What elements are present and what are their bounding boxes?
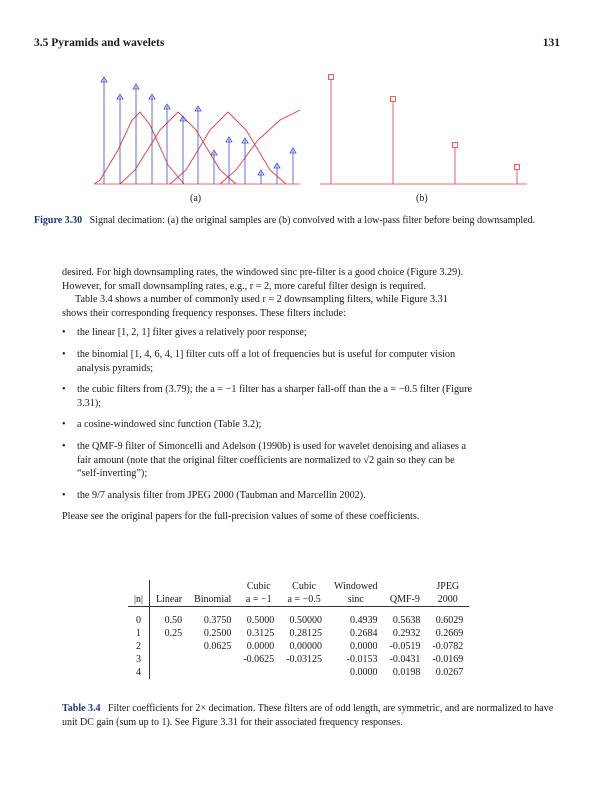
- panel-b-label: (b): [416, 193, 428, 204]
- body-text: [62, 266, 474, 524]
- list-item: • the cubic filters from (3.79); the a = −1 filter has a sharper fall-off than the a = −0.5 filter (Figure 3.31);: [62, 384, 473, 409]
- paragraph-2: Table 3.4 shows a number of commonly used r = 2 downsampling filters, while Figure 3.31 shows their corresponding frequency responses. These filters include:: [62, 294, 448, 319]
- figure-caption-label: Figure 3.30: [34, 215, 83, 226]
- kernel-3: [170, 112, 286, 184]
- decimation-figure: [0, 0, 614, 200]
- table-caption-text: Filter coefficients for 2× decimation. These filters are of odd length, are symmetric, and are normalized to have unit DC gain (sum up to 1). See Figure 3.31 for their associated frequency responses.: [62, 703, 554, 728]
- page-number: 131: [542, 37, 560, 49]
- kernel-2: [120, 112, 236, 184]
- table-row: 1 0.25 0.2500 0.3125 0.28125 0.2684 0.2932 0.2669: [128, 627, 469, 640]
- list-item: • the QMF-9 filter of Simoncelli and Adelson (1990b) is used for wavelet denoising and aliases a fair amount (note that the original filter coefficients are normalized to √2 gain so they can be “self-inverting”);: [62, 440, 467, 480]
- table-header-row: |n| Linear Binomial a = −1 a = −0.5 sinc QMF-9 2000: [128, 593, 469, 607]
- paragraph-1: desired. For high downsampling rates, the windowed sinc pre-filter is a good choice (Figure 3.29). However, for small downsampling rates, e.g., r = 2, more careful filter design is required.: [62, 267, 464, 292]
- table-header-row: Cubic Cubic Windowed JPEG: [128, 580, 469, 593]
- panel-a-plot: [94, 77, 300, 184]
- list-item: • the binomial [1, 4, 6, 4, 1] filter cuts off a lot of frequencies but is useful for computer vision analysis pyramids;: [62, 348, 456, 374]
- list-item: • the 9/7 analysis filter from JPEG 2000 (Taubman and Marcellin 2002).: [62, 489, 366, 501]
- table-row: 3 -0.0625 -0.03125 -0.0153 -0.0431 -0.0169: [128, 653, 469, 666]
- figure-caption-text: Signal decimation: (a) the original samples are (b) convolved with a low-pass filter before being downsampled.: [89, 215, 536, 226]
- decimated-stems: [329, 75, 520, 185]
- list-item: • the linear [1, 2, 1] filter gives a relatively poor response;: [62, 327, 307, 339]
- sample-stems: [101, 77, 296, 184]
- list-item: • a cosine-windowed sinc function (Table 3.2);: [62, 419, 262, 431]
- running-header-section: 3.5 Pyramids and wavelets: [34, 37, 165, 49]
- kernel-1: [94, 112, 184, 184]
- kernel-4: [220, 110, 300, 184]
- table-caption: [62, 702, 562, 730]
- filter-list: [62, 326, 474, 502]
- figure-caption: [34, 214, 562, 228]
- filter-coefficient-table: [128, 580, 469, 679]
- table-row: 2 0.0625 0.0000 0.00000 0.0000 -0.0519 -0.0782: [128, 640, 469, 653]
- table-row: 4 0.0000 0.0198 0.0267: [128, 666, 469, 679]
- paragraph-3: Please see the original papers for the full-precision values of some of these coefficients.: [62, 511, 420, 523]
- panel-a-label: (a): [190, 193, 202, 204]
- table-row: 0 0.50 0.3750 0.5000 0.50000 0.4939 0.5638 0.6029: [128, 614, 469, 627]
- table-caption-label: Table 3.4: [62, 703, 101, 714]
- panel-b-plot: [320, 75, 527, 185]
